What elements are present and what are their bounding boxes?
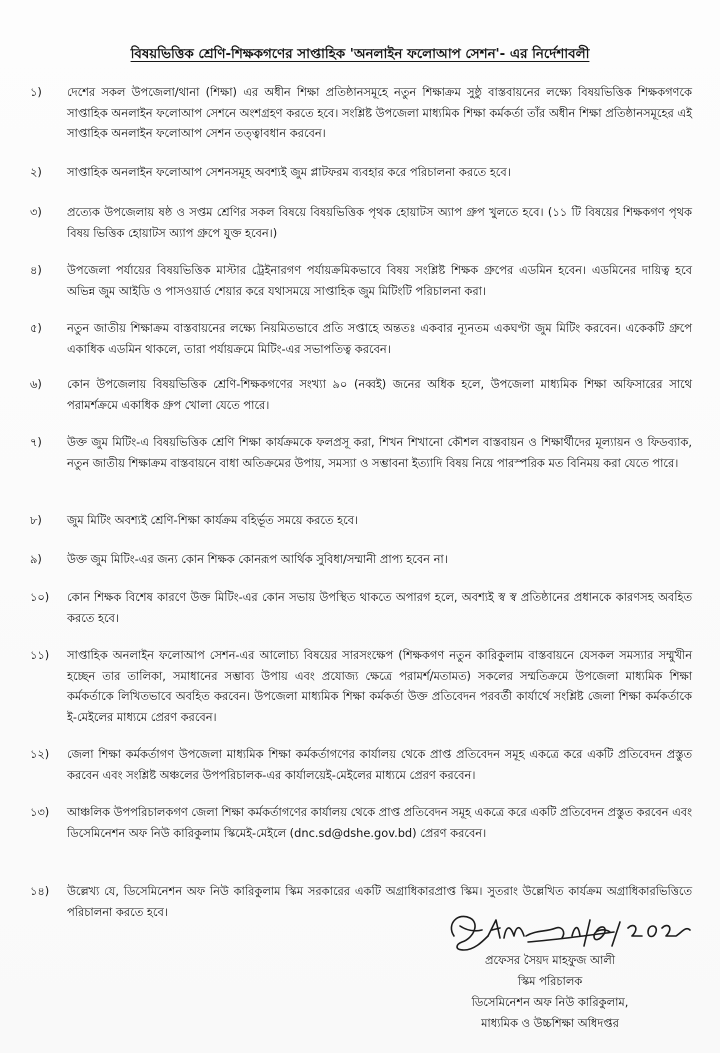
item-number: ১৩) <box>30 805 50 819</box>
item-text: আঞ্চলিক উপপরিচালকগণ জেলা শিক্ষা কর্মকর্তাগণের কার্যালয় থেকে প্রাপ্ত প্রতিবেদন সমূহ একত্রে করে একটি প্রতিবেদন প্রস্তুত করবেন এবং ডিসেমিনেশন অফ নিউ কারিকুলাম স্কিমেই-মেইলে (dnc.sd@dshe.gov.bd) প্রেরণ করবেন। <box>67 805 692 840</box>
item-text: উল্লেখ্য যে, ডিসেমিনেশন অফ নিউ কারিকুলাম স্কিম সরকারের একটি অগ্রাধিকারপ্রাপ্ত স্কিম। সুতরাং উল্লেখিত কার্যক্রম অগ্রাধিকারভিত্তিতে পরিচালনা করতে হবে। <box>67 884 692 919</box>
item-number: ১৪) <box>30 884 50 898</box>
item-text: কোন শিক্ষক বিশেষ কারণে উক্ত মিটিং-এর কোন সভায় উপস্থিত থাকতে অপারগ হলে, অবশ্যই স্ব স্ব প্রতিষ্ঠানের প্রধানকে কারণসহ অবহিত করতে হবে। <box>67 590 692 625</box>
item-number: ৯) <box>30 552 42 566</box>
item-text: জুম মিটিং অবশ্যই শ্রেণি-শিক্ষা কার্যক্রম বহির্ভূত সময়ে করতে হবে। <box>67 513 359 527</box>
item-number: ১) <box>30 85 42 99</box>
signatory-office-line-1: ডিসেমিনেশন অফ নিউ কারিকুলাম, <box>471 995 629 1009</box>
item-text: প্রত্যেক উপজেলায় ষষ্ঠ ও সপ্তম শ্রেণির সকল বিষয়ে বিষয়ভিত্তিক পৃথক হোয়াটস অ্যাপ গ্রুপ খুলতে হবে। (১১ টি বিষয়ের শিক্ষকগণ পৃথক বিষয় ভিত্তিক হোয়াটস অ্যাপ গ্রুপে যুক্ত হবেন।) <box>67 205 692 240</box>
item-text: সাপ্তাহিক অনলাইন ফলোআপ সেশন-এর আলোচ্য বিষয়ের সারসংক্ষেপ (শিক্ষকগণ নতুন কারিকুলাম বাস্তবায়নে যেসকল সমস্যার সম্মুখীন হচ্ছেন তার তালিকা, সমাধানের সম্ভাব্য উপায় এবং প্রযোজ্য ক্ষেত্রে পরামর্শ/মতামত) সকলের সম্মতিক্রমে উপজেলা মাধ্যমিক শিক্ষা কর্মকর্তাকে লিখিতভাবে অবহিত করবেন। উপজেলা মাধ্যমিক শিক্ষা কর্মকর্তা উক্ত প্রতিবেদন পরবর্তী কার্যার্থে সংশ্লিষ্ট জেলা শিক্ষা কর্মকর্তাকে ই-মেইলের মাধ্যমে প্রেরণ করবেন। <box>67 648 692 724</box>
item-number: ২) <box>30 165 42 179</box>
signature-block <box>400 950 700 1034</box>
item-number: ৬) <box>30 377 42 391</box>
instruction-item-9 <box>30 549 692 570</box>
item-text: জেলা শিক্ষা কর্মকর্তাগণ উপজেলা মাধ্যমিক শিক্ষা কর্মকর্তাগণের কার্যালয় থেকে প্রাপ্ত প্রতিবেদন সমূহ একত্রে করে একটি প্রতিবেদন প্রস্তুত করবেন এবং সংশ্লিষ্ট অঞ্চলের উপপরিচালক-এর কার্যালয়েই-মেইলের মাধ্যমে প্রেরণ করবেন। <box>67 747 692 782</box>
item-text: উপজেলা পর্যায়ের বিষয়ভিত্তিক মাস্টার ট্রেইনারগণ পর্যায়ক্রমিকভাবে বিষয় সংশ্লিষ্ট শিক্ষক গ্রুপের এডমিন হবেন। এডমিনের দায়িত্ব হবে অভিন্ন জুম আইডি ও পাসওয়ার্ড শেয়ার করে যথাসময়ে সাপ্তাহিক জুম মিটিংটি পরিচালনা করা। <box>67 263 692 298</box>
item-number: ৩) <box>30 205 42 219</box>
instruction-item-8 <box>30 510 692 531</box>
item-text: নতুন জাতীয় শিক্ষাক্রম বাস্তবায়নের লক্ষ্যে নিয়মিতভাবে প্রতি সপ্তাহে অন্ততঃ একবার ন্যূনতম একঘণ্টা জুম মিটিং করবেন। একেকটি গ্রুপে একাধিক এডমিন থাকলে, তারা পর্যায়ক্রমে মিটিং-এর সভাপতিত্ব করবেন। <box>67 321 692 356</box>
signatory-designation: স্কিম পরিচালক <box>517 974 583 988</box>
item-number: ৫) <box>30 321 42 335</box>
instruction-item-12 <box>30 744 692 785</box>
signatory-office-line-2: মাধ্যমিক ও উচ্চশিক্ষা অধিদপ্তর <box>481 1016 619 1030</box>
item-number: ৮) <box>30 513 42 527</box>
item-text: উক্ত জুম মিটিং-এর জন্য কোন শিক্ষক কোনরূপ আর্থিক সুবিধা/সম্মানী প্রাপ্য হবেন না। <box>67 552 448 566</box>
item-text: দেশের সকল উপজেলা/থানা (শিক্ষা) এর অধীন শিক্ষা প্রতিষ্ঠানসমূহে নতুন শিক্ষাক্রম সুষ্ঠু বাস্তবায়নের লক্ষ্যে বিষয়ভিত্তিক শিক্ষকগণকে সাপ্তাহিক অনলাইন ফলোআপ সেশনে অংশগ্রহণ করতে হবে। সংশ্লিষ্ট উপজেলা মাধ্যমিক শিক্ষা কর্মকর্তা তাঁর অধীন শিক্ষা প্রতিষ্ঠানসমূহের এই সাপ্তাহিক অনলাইন ফলোআপ সেশন তত্ত্বাবধান করবেন। <box>67 85 692 141</box>
instruction-item-2 <box>30 162 692 183</box>
item-number: ১১) <box>30 648 50 662</box>
item-text: সাপ্তাহিক অনলাইন ফলোআপ সেশনসমূহ অবশ্যই জুম প্লাটফরম ব্যবহার করে পরিচালনা করতে হবে। <box>67 165 511 179</box>
item-number: ৪) <box>30 263 42 277</box>
instruction-item-6 <box>30 374 692 415</box>
instruction-item-4 <box>30 260 692 301</box>
instruction-item-3 <box>30 202 692 243</box>
document-title: বিষয়ভিত্তিক শ্রেণি-শিক্ষকগণের সাপ্তাহিক 'অনলাইন ফলোআপ সেশন'- এর নির্দেশাবলী <box>130 47 590 62</box>
item-number: ১০) <box>30 590 50 604</box>
instruction-item-7 <box>30 432 692 473</box>
item-number: ১২) <box>30 747 50 761</box>
instruction-item-11 <box>30 645 692 727</box>
instruction-item-13 <box>30 802 692 843</box>
item-text: উক্ত জুম মিটিং-এ বিষয়ভিত্তিক শ্রেণি শিক্ষা কার্যক্রমকে ফলপ্রসূ করা, শিখন শিখানো কৌশল বাস্তবায়ন ও শিক্ষার্থীদের মূল্যায়ন ও ফিডব্যাক, নতুন জাতীয় শিক্ষাক্রম বাস্তবায়নে বাধা অতিক্রমের উপায়, সমস্যা ও সম্ভাবনা ইত্যাদি বিষয় নিয়ে পারস্পরিক মত বিনিময় করা যেতে পারে। <box>67 435 692 470</box>
instruction-item-1 <box>30 82 692 144</box>
instruction-item-5 <box>30 318 692 359</box>
item-text: কোন উপজেলায় বিষয়ভিত্তিক শ্রেণি-শিক্ষকগণের সংখ্যা ৯০ (নব্বই) জনের অধিক হলে, উপজেলা মাধ্যমিক শিক্ষা অফিসারের সাথে পরামর্শক্রমে একাধিক গ্রুপ খোলা যেতে পারে। <box>67 377 692 412</box>
handwritten-signature <box>444 906 694 956</box>
instruction-item-10 <box>30 587 692 628</box>
signatory-name: প্রফেসর সৈয়দ মাহফুজ আলী <box>484 953 616 967</box>
item-number: ৭) <box>30 435 42 449</box>
